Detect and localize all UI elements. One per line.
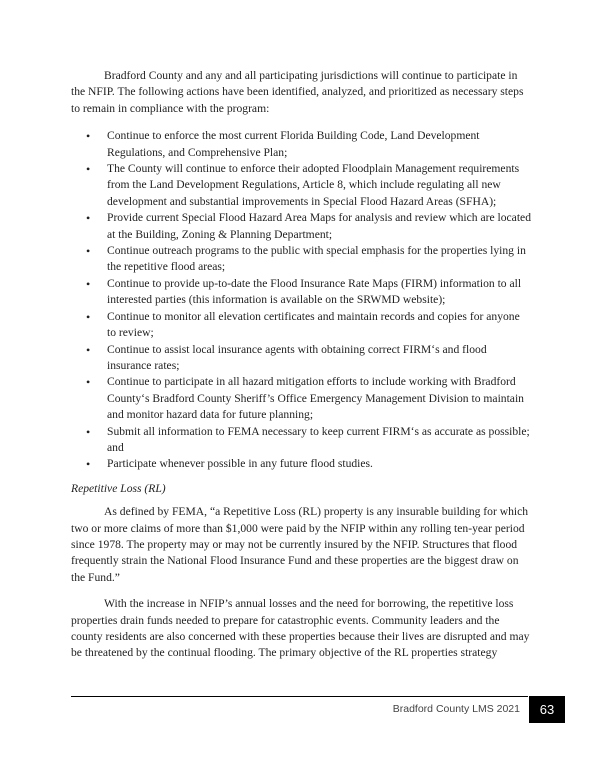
list-item: • Continue to assist local insurance agents with obtaining correct FIRM‘s and flood insurance rates; (71, 342, 531, 375)
page-body (71, 68, 531, 662)
list-item: • Continue outreach programs to the public with special emphasis for the properties lying in the repetitive flood areas; (71, 243, 531, 276)
action-list (71, 128, 531, 473)
intro-paragraph: Bradford County and any and all participating jurisdictions will continue to participate in the NFIP. The following actions have been identified, analyzed, and prioritized as necessary steps to remain in compliance with the program: (71, 69, 524, 115)
list-item: • Provide current Special Flood Hazard Area Maps for analysis and review which are located at the Building, Zoning & Planning Department; (71, 210, 531, 243)
page-number: 63 (529, 696, 565, 723)
list-item: • The County will continue to enforce their adopted Floodplain Management requirements from the Land Development Regulations, Article 8, which include regulating all new development and substantial improvements in Special Flood Hazard Areas (SFHA); (71, 161, 531, 210)
list-item: • Continue to enforce the most current Florida Building Code, Land Development Regulations, and Comprehensive Plan; (71, 128, 531, 161)
section-heading: Repetitive Loss (RL) (71, 481, 166, 495)
list-item: • Participate whenever possible in any future flood studies. (71, 456, 531, 472)
footer-label: Bradford County LMS 2021 (392, 703, 520, 715)
rl-definition-paragraph: As defined by FEMA, “a Repetitive Loss (RL) property is any insurable building for which two or more claims of more than $1,000 were paid by the NFIP within any rolling ten-year period since 1978. The property may or may not be currently insured by the NFIP. Structures that flood frequently strain the National Flood Insurance Fund and these properties are the biggest draw on the Fund.” (71, 505, 529, 584)
list-item: • Continue to monitor all elevation certificates and maintain records and copies for anyone to review; (71, 309, 531, 342)
footer-divider (71, 696, 528, 697)
rl-strategy-paragraph: With the increase in NFIP’s annual losses and the need for borrowing, the repetitive loss properties drain funds needed to prepare for catastrophic events. Community leaders and the county residents are also concerned with these properties because their lives are disrupted and may be threatened by the continual flooding. The primary objective of the RL properties strategy (71, 597, 530, 660)
list-item: • Submit all information to FEMA necessary to keep current FIRM‘s as accurate as possible; and (71, 424, 531, 457)
list-item: • Continue to provide up-to-date the Flood Insurance Rate Maps (FIRM) information to all interested parties (this information is available on the SRWMD website); (71, 276, 531, 309)
list-item: • Continue to participate in all hazard mitigation efforts to include working with Bradford County‘s Bradford County Sheriff’s Office Emergency Management Division to maintain and monitor hazard data for future planning; (71, 374, 531, 423)
